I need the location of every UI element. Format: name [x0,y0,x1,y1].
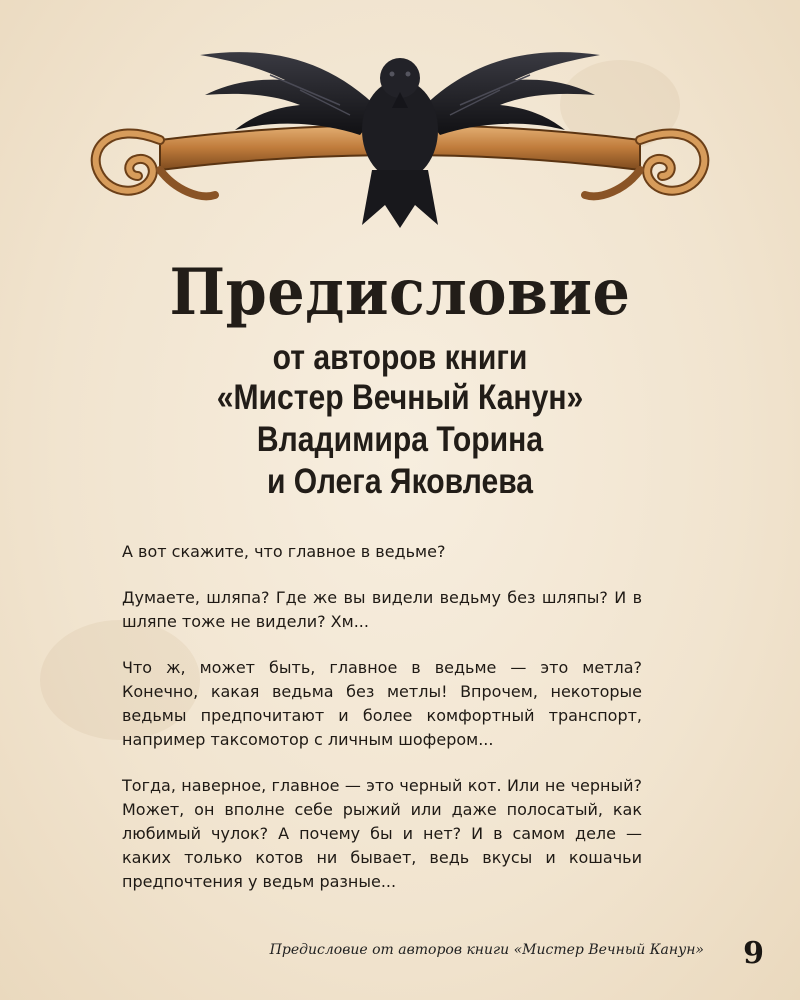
running-footer: Предисловие от авторов книги «Мистер Вечный Канун» [269,942,704,958]
raven-emblem [0,0,800,240]
subtitle-line: от авторов книги [272,338,528,377]
paragraph: А вот скажите, что главное в ведьме? [122,542,446,561]
body-text [122,540,642,916]
page-heading: Предисловие [169,255,631,330]
paragraph: Что ж, может быть, главное в ведьме — это метла? Конечно, какая ведьма без метлы! Впрочем, некоторые ведьмы предпочитают и более комфортный транспорт, например таксомотор с личным шофером... [122,658,642,749]
paragraph: Думаете, шляпа? Где же вы видели ведьму без шляпы? И в шляпе тоже не видели? Хм... [122,588,642,631]
subtitle-line: Владимира Торина [256,420,544,459]
page-number: 9 [743,936,764,971]
subtitle-line: и Олега Яковлева [266,462,534,501]
subtitle-line: «Мистер Вечный Канун» [216,378,584,417]
paragraph: Тогда, наверное, главное — это черный кот. Или не черный? Может, он вполне себе рыжий или даже полосатый, как любимый чулок? А почему бы и нет? И в самом деле — каких только котов ни бывает, ведь вкусы и кошачьи предпочтения у ведьм разные... [122,776,642,891]
